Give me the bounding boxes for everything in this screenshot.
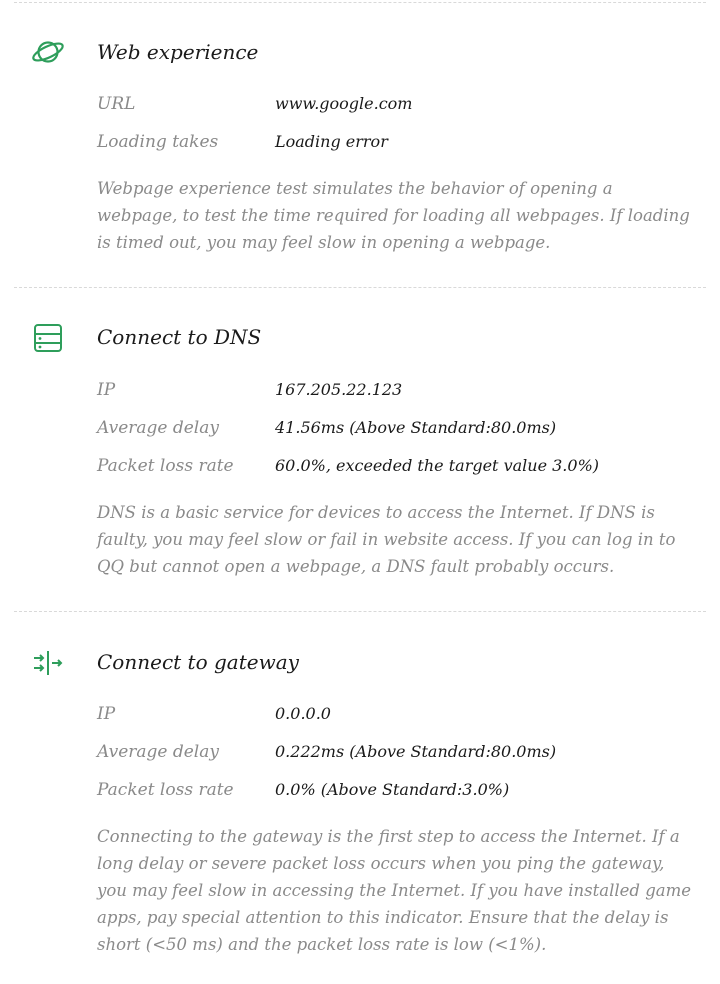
- gateway-description: Connecting to the gateway is the first step to access the Internet. If a long delay or severe packet loss occurs when you ping the gateway, you may feel slow in accessing the Internet. If you have installed game apps, pay special attention to this indicator. Ensure that the delay is short (<50 ms) and the packet loss rate is low (<1%).: [97, 827, 692, 954]
- dns-delay-label: Average delay: [97, 418, 219, 438]
- gateway-delay-label: Average delay: [97, 742, 219, 762]
- top-divider: [14, 2, 706, 3]
- dns-loss-row: [97, 456, 697, 482]
- web-experience-description: Webpage experience test simulates the behavior of opening a webpage, to test the time required for loading all webpages. If loading is timed out, you may feel slow in opening a webpage.: [97, 179, 690, 252]
- dns-description: DNS is a basic service for devices to access the Internet. If DNS is faulty, you may feel slow or fail in website access. If you can log in to QQ but cannot open a webpage, a DNS fault probably occurs.: [97, 503, 676, 576]
- server-icon: [28, 318, 68, 358]
- dns-ip-value: 167.205.22.123: [275, 380, 403, 399]
- url-label: URL: [97, 94, 136, 114]
- dns-ip-label: IP: [97, 380, 116, 400]
- dns-delay-value: 41.56ms (Above Standard:80.0ms): [275, 418, 557, 437]
- gateway-loss-row: [97, 780, 697, 806]
- loading-value: Loading error: [275, 132, 388, 151]
- gateway-loss-value: 0.0% (Above Standard:3.0%): [275, 780, 510, 799]
- planet-icon: [28, 32, 68, 72]
- dns-delay-row: [97, 418, 697, 444]
- gateway-arrows-icon: [28, 643, 68, 683]
- dns-ip-row: [97, 380, 697, 406]
- web-experience-title: Web experience: [97, 40, 259, 64]
- dns-title: Connect to DNS: [97, 325, 262, 349]
- loading-label: Loading takes: [97, 132, 219, 152]
- section-divider: [14, 611, 706, 612]
- url-row: [97, 94, 697, 120]
- gateway-title: Connect to gateway: [97, 650, 299, 674]
- dns-loss-value: 60.0%, exceeded the target value 3.0%): [275, 456, 600, 475]
- loading-row: [97, 132, 697, 158]
- gateway-delay-value: 0.222ms (Above Standard:80.0ms): [275, 742, 557, 761]
- dns-loss-label: Packet loss rate: [97, 456, 234, 476]
- gateway-ip-label: IP: [97, 704, 116, 724]
- gateway-loss-label: Packet loss rate: [97, 780, 234, 800]
- gateway-delay-row: [97, 742, 697, 768]
- url-value: www.google.com: [275, 94, 413, 113]
- section-divider: [14, 287, 706, 288]
- gateway-ip-value: 0.0.0.0: [275, 704, 331, 723]
- gateway-ip-row: [97, 704, 697, 730]
